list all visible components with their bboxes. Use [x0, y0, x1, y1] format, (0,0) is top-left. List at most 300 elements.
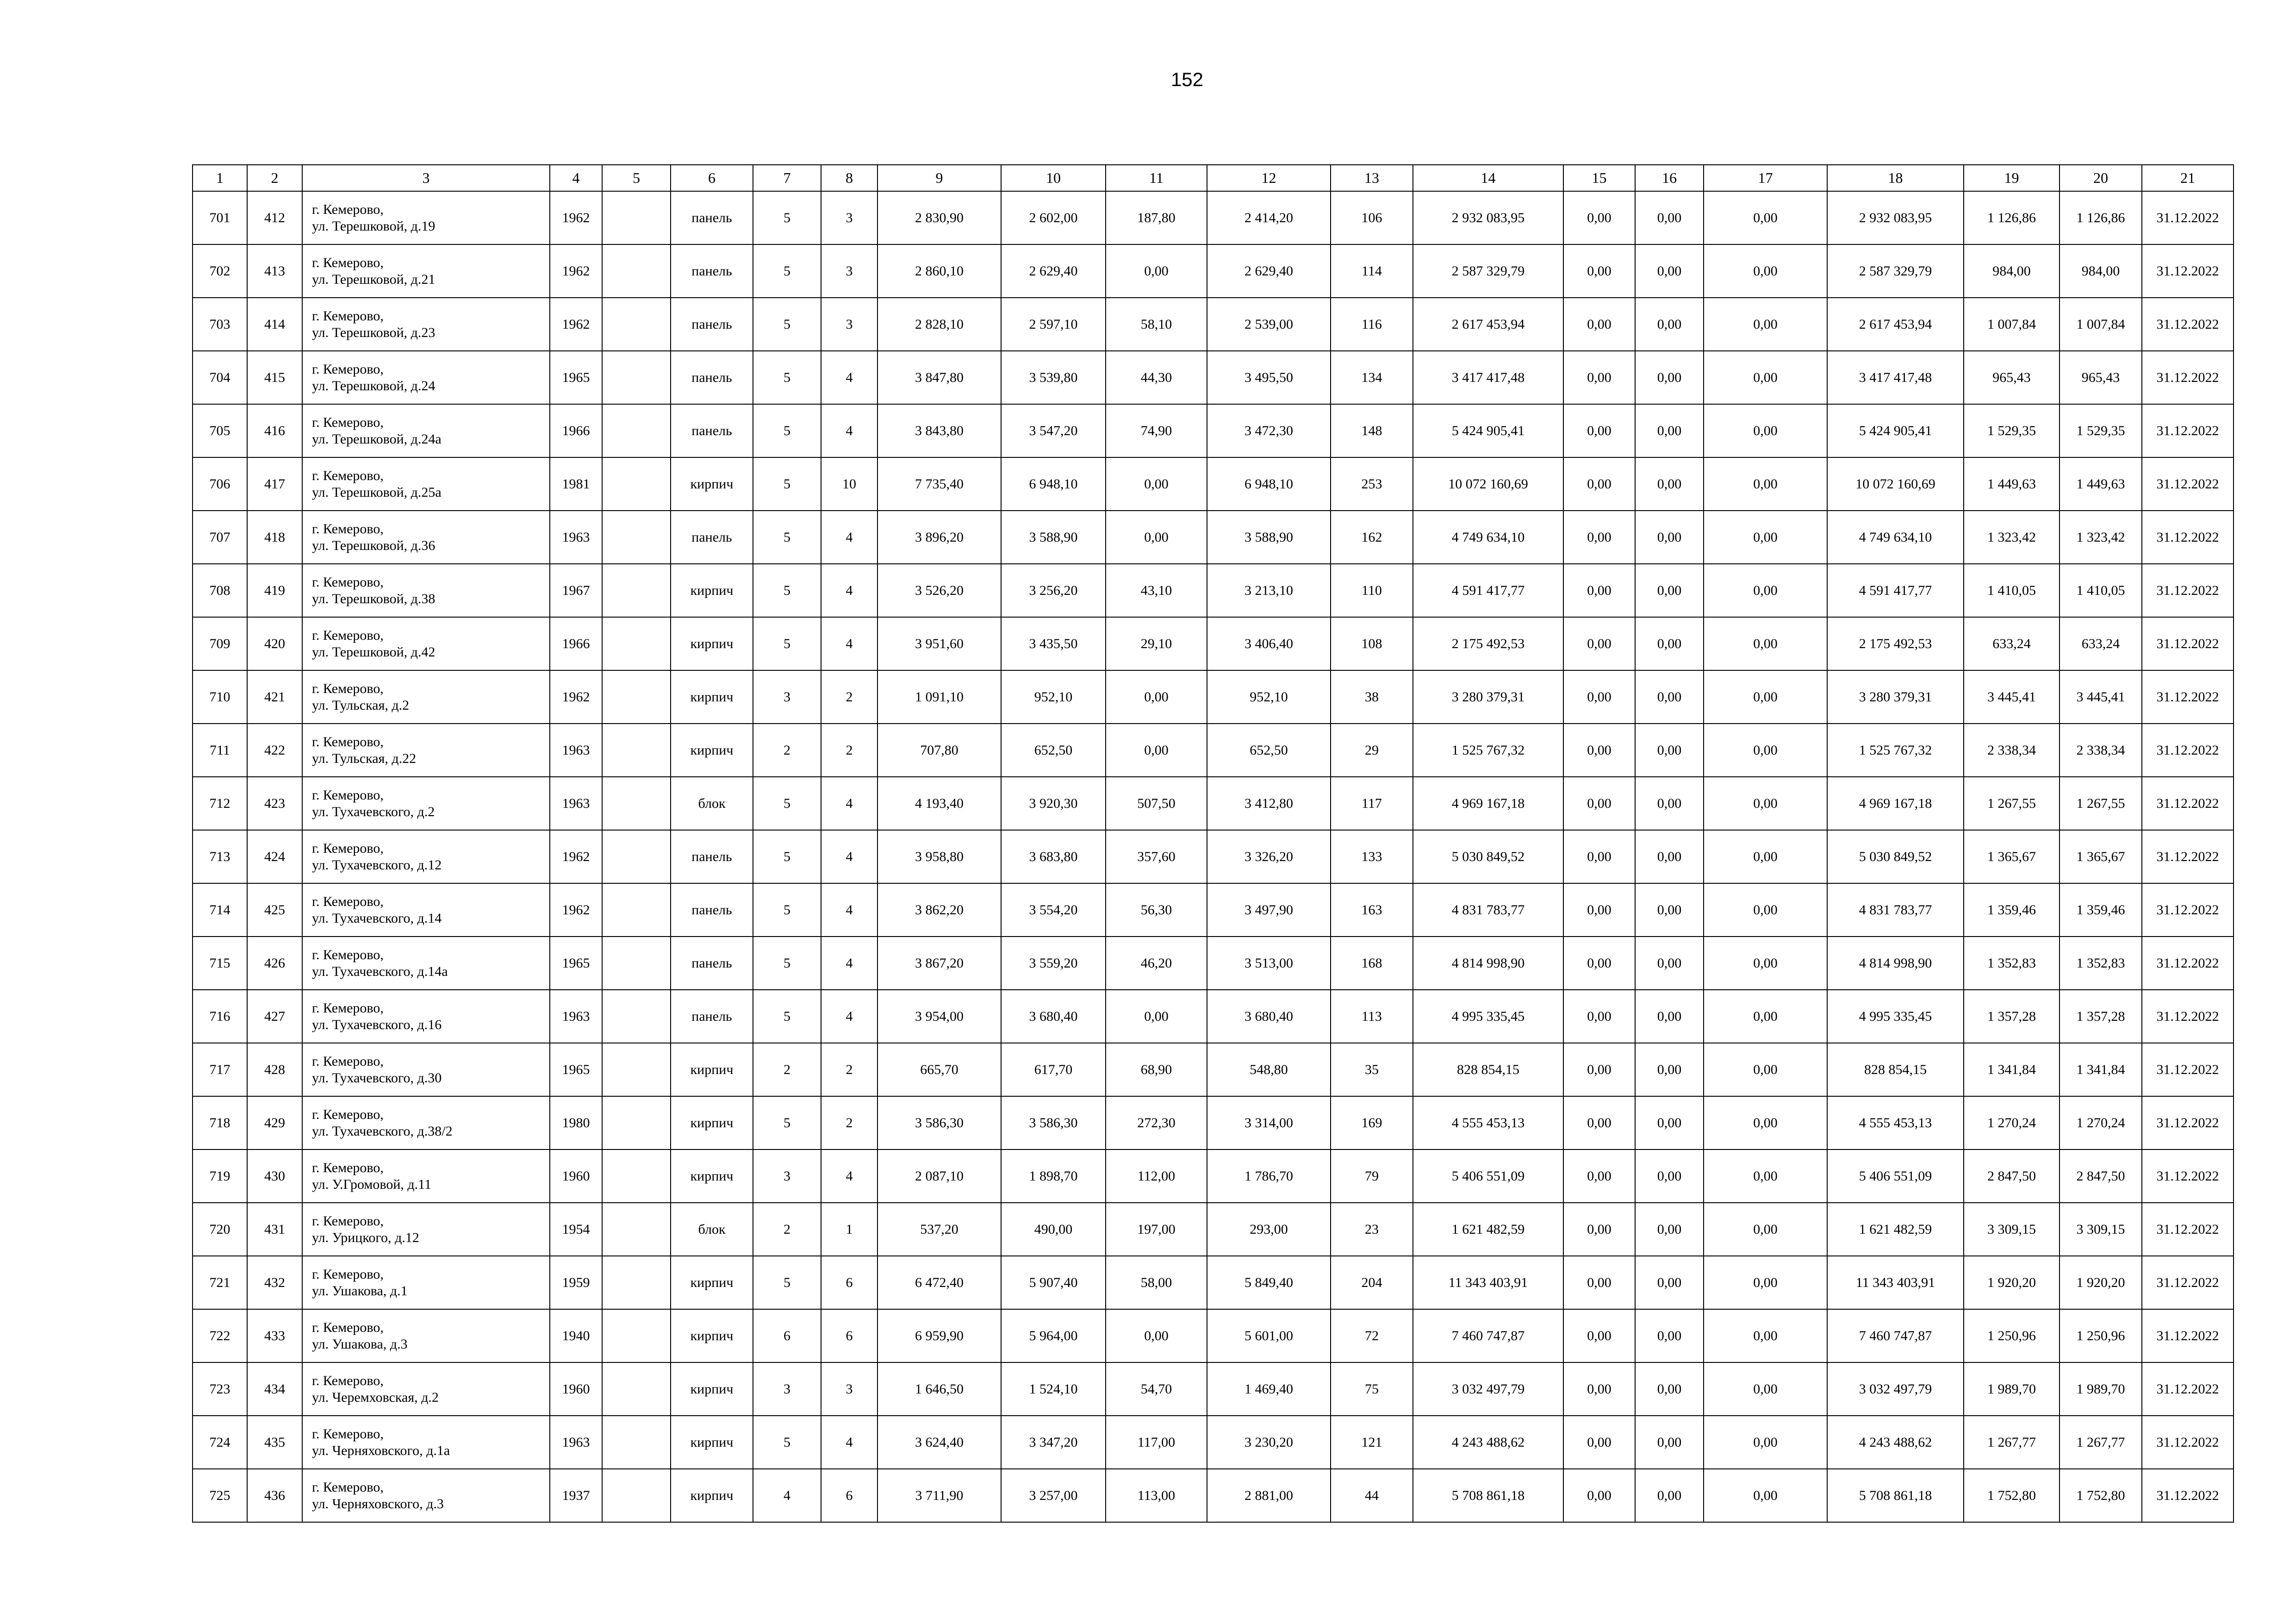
- cell-c5: [602, 724, 671, 777]
- cell-residents: 253: [1331, 457, 1413, 511]
- table-row: [193, 404, 2234, 457]
- cell-material: кирпич: [671, 1096, 753, 1149]
- cell-n: 724: [193, 1416, 247, 1469]
- cell-year: 1962: [550, 830, 602, 883]
- cell-c15: 0,00: [1563, 244, 1635, 298]
- table-row: [193, 1362, 2234, 1416]
- cell-residents: 121: [1331, 1416, 1413, 1469]
- cell-area-c: 197,00: [1106, 1203, 1207, 1256]
- cell-c17: 0,00: [1704, 777, 1827, 830]
- cell-area-c: 68,90: [1106, 1043, 1207, 1096]
- cell-date: 31.12.2022: [2142, 191, 2234, 244]
- cell-n: 722: [193, 1309, 247, 1362]
- cell-entrances: 6: [821, 1469, 877, 1522]
- cell-c19: 1 752,80: [1964, 1469, 2060, 1522]
- column-header-8: 8: [821, 165, 877, 191]
- cell-c20: 1 267,77: [2060, 1416, 2142, 1469]
- cell-cost: 4 831 783,77: [1413, 883, 1563, 937]
- cell-year: 1965: [550, 1043, 602, 1096]
- cell-area-b: 1 898,70: [1001, 1149, 1106, 1203]
- cell-area-b: 3 256,20: [1001, 564, 1106, 617]
- cell-c18: 7 460 747,87: [1827, 1309, 1964, 1362]
- cell-c17: 0,00: [1704, 244, 1827, 298]
- cell-c5: [602, 883, 671, 937]
- cell-c17: 0,00: [1704, 191, 1827, 244]
- cell-date: 31.12.2022: [2142, 1416, 2234, 1469]
- cell-area-d: 3 472,30: [1207, 404, 1331, 457]
- cell-date: 31.12.2022: [2142, 777, 2234, 830]
- cell-c16: 0,00: [1635, 244, 1704, 298]
- cell-area-c: 113,00: [1106, 1469, 1207, 1522]
- cell-c19: 1 126,86: [1964, 191, 2060, 244]
- cell-area-d: 1 469,40: [1207, 1362, 1331, 1416]
- cell-area-d: 3 497,90: [1207, 883, 1331, 937]
- column-header-18: 18: [1827, 165, 1964, 191]
- cell-c20: 1 752,80: [2060, 1469, 2142, 1522]
- cell-id: 430: [247, 1149, 302, 1203]
- column-header-11: 11: [1106, 165, 1207, 191]
- cell-area-b: 2 629,40: [1001, 244, 1106, 298]
- cell-c17: 0,00: [1704, 511, 1827, 564]
- cell-residents: 79: [1331, 1149, 1413, 1203]
- cell-floors: 2: [753, 1203, 821, 1256]
- cell-c20: 1 323,42: [2060, 511, 2142, 564]
- cell-entrances: 4: [821, 511, 877, 564]
- address-street: ул. Тульская, д.2: [312, 697, 410, 713]
- cell-c16: 0,00: [1635, 1362, 1704, 1416]
- cell-area-c: 117,00: [1106, 1416, 1207, 1469]
- cell-id: 434: [247, 1362, 302, 1416]
- cell-cost: 11 343 403,91: [1413, 1256, 1563, 1309]
- address-city: г. Кемерово,: [312, 308, 384, 324]
- cell-entrances: 4: [821, 1416, 877, 1469]
- cell-id: 418: [247, 511, 302, 564]
- cell-entrances: 10: [821, 457, 877, 511]
- address-city: г. Кемерово,: [312, 468, 384, 483]
- page-number: 152: [1170, 69, 1204, 90]
- cell-area-d: 3 326,20: [1207, 830, 1331, 883]
- cell-c17: 0,00: [1704, 1362, 1827, 1416]
- cell-residents: 114: [1331, 244, 1413, 298]
- cell-c18: 828 854,15: [1827, 1043, 1964, 1096]
- address-street: ул. Терешковой, д.19: [312, 218, 436, 234]
- address-cell: [302, 404, 550, 457]
- table-row: [193, 1416, 2234, 1469]
- cell-c15: 0,00: [1563, 404, 1635, 457]
- cell-date: 31.12.2022: [2142, 724, 2234, 777]
- cell-c19: 1 365,67: [1964, 830, 2060, 883]
- cell-material: кирпич: [671, 1149, 753, 1203]
- cell-date: 31.12.2022: [2142, 1043, 2234, 1096]
- cell-material: панель: [671, 937, 753, 990]
- column-header-7: 7: [753, 165, 821, 191]
- cell-entrances: 4: [821, 883, 877, 937]
- cell-year: 1963: [550, 1416, 602, 1469]
- cell-c5: [602, 1149, 671, 1203]
- cell-c20: 965,43: [2060, 351, 2142, 404]
- cell-c17: 0,00: [1704, 1203, 1827, 1256]
- cell-c20: 1 126,86: [2060, 191, 2142, 244]
- cell-area-b: 3 539,80: [1001, 351, 1106, 404]
- cell-floors: 5: [753, 351, 821, 404]
- cell-c17: 0,00: [1704, 724, 1827, 777]
- cell-c20: 1 359,46: [2060, 883, 2142, 937]
- cell-c19: 1 007,84: [1964, 298, 2060, 351]
- cell-floors: 3: [753, 670, 821, 724]
- address-cell: [302, 1149, 550, 1203]
- cell-id: 420: [247, 617, 302, 670]
- cell-c5: [602, 564, 671, 617]
- cell-c17: 0,00: [1704, 670, 1827, 724]
- address-street: ул. Тульская, д.22: [312, 750, 417, 766]
- cell-id: 433: [247, 1309, 302, 1362]
- cell-residents: 23: [1331, 1203, 1413, 1256]
- cell-n: 716: [193, 990, 247, 1043]
- address-city: г. Кемерово,: [312, 947, 384, 962]
- cell-c16: 0,00: [1635, 1149, 1704, 1203]
- cell-c18: 4 591 417,77: [1827, 564, 1964, 617]
- cell-c15: 0,00: [1563, 298, 1635, 351]
- cell-c15: 0,00: [1563, 724, 1635, 777]
- cell-area-c: 272,30: [1106, 1096, 1207, 1149]
- cell-n: 717: [193, 1043, 247, 1096]
- cell-n: 725: [193, 1469, 247, 1522]
- cell-c5: [602, 244, 671, 298]
- cell-total-area: 3 867,20: [877, 937, 1001, 990]
- cell-cost: 4 749 634,10: [1413, 511, 1563, 564]
- cell-c15: 0,00: [1563, 1416, 1635, 1469]
- address-cell: [302, 457, 550, 511]
- table-row: [193, 351, 2234, 404]
- cell-material: панель: [671, 298, 753, 351]
- cell-floors: 5: [753, 990, 821, 1043]
- cell-c5: [602, 1416, 671, 1469]
- cell-c18: 10 072 160,69: [1827, 457, 1964, 511]
- cell-c19: 1 270,24: [1964, 1096, 2060, 1149]
- table-body: [193, 191, 2234, 1522]
- table-row: [193, 724, 2234, 777]
- cell-date: 31.12.2022: [2142, 1469, 2234, 1522]
- cell-residents: 75: [1331, 1362, 1413, 1416]
- cell-date: 31.12.2022: [2142, 883, 2234, 937]
- cell-c19: 2 847,50: [1964, 1149, 2060, 1203]
- cell-n: 721: [193, 1256, 247, 1309]
- column-header-4: 4: [550, 165, 602, 191]
- cell-residents: 117: [1331, 777, 1413, 830]
- address-street: ул. Тухачевского, д.14а: [312, 963, 448, 979]
- cell-c15: 0,00: [1563, 511, 1635, 564]
- column-header-13: 13: [1331, 165, 1413, 191]
- address-cell: [302, 670, 550, 724]
- cell-c15: 0,00: [1563, 457, 1635, 511]
- cell-cost: 4 814 998,90: [1413, 937, 1563, 990]
- cell-area-c: 0,00: [1106, 990, 1207, 1043]
- cell-floors: 5: [753, 511, 821, 564]
- address-city: г. Кемерово,: [312, 361, 384, 377]
- cell-total-area: 2 087,10: [877, 1149, 1001, 1203]
- cell-entrances: 4: [821, 404, 877, 457]
- cell-n: 712: [193, 777, 247, 830]
- cell-c16: 0,00: [1635, 937, 1704, 990]
- cell-entrances: 4: [821, 1149, 877, 1203]
- column-header-14: 14: [1413, 165, 1563, 191]
- cell-residents: 169: [1331, 1096, 1413, 1149]
- cell-c5: [602, 1043, 671, 1096]
- cell-entrances: 3: [821, 1362, 877, 1416]
- cell-floors: 5: [753, 457, 821, 511]
- cell-c17: 0,00: [1704, 617, 1827, 670]
- cell-floors: 5: [753, 1096, 821, 1149]
- cell-year: 1963: [550, 990, 602, 1043]
- cell-area-d: 5 601,00: [1207, 1309, 1331, 1362]
- cell-c20: 1 410,05: [2060, 564, 2142, 617]
- cell-c15: 0,00: [1563, 564, 1635, 617]
- column-header-19: 19: [1964, 165, 2060, 191]
- cell-material: кирпич: [671, 1043, 753, 1096]
- cell-area-d: 2 539,00: [1207, 298, 1331, 351]
- cell-area-b: 3 588,90: [1001, 511, 1106, 564]
- cell-c18: 3 280 379,31: [1827, 670, 1964, 724]
- address-street: ул. Черемховская, д.2: [312, 1389, 439, 1405]
- cell-date: 31.12.2022: [2142, 511, 2234, 564]
- cell-c20: 3 445,41: [2060, 670, 2142, 724]
- cell-entrances: 4: [821, 617, 877, 670]
- cell-c19: 1 341,84: [1964, 1043, 2060, 1096]
- cell-c5: [602, 1309, 671, 1362]
- table-row: [193, 883, 2234, 937]
- cell-floors: 5: [753, 191, 821, 244]
- cell-area-b: 6 948,10: [1001, 457, 1106, 511]
- table-row: [193, 1149, 2234, 1203]
- cell-material: кирпич: [671, 564, 753, 617]
- address-city: г. Кемерово,: [312, 1479, 384, 1495]
- cell-c17: 0,00: [1704, 1469, 1827, 1522]
- cell-area-b: 3 435,50: [1001, 617, 1106, 670]
- address-street: ул. Тухачевского, д.16: [312, 1017, 442, 1032]
- address-street: ул. Терешковой, д.25а: [312, 484, 442, 500]
- cell-id: 426: [247, 937, 302, 990]
- address-city: г. Кемерово,: [312, 787, 384, 803]
- cell-area-d: 5 849,40: [1207, 1256, 1331, 1309]
- cell-total-area: 3 526,20: [877, 564, 1001, 617]
- cell-c20: 1 989,70: [2060, 1362, 2142, 1416]
- cell-c18: 2 175 492,53: [1827, 617, 1964, 670]
- cell-cost: 4 243 488,62: [1413, 1416, 1563, 1469]
- cell-area-c: 58,10: [1106, 298, 1207, 351]
- address-city: г. Кемерово,: [312, 1319, 384, 1335]
- address-city: г. Кемерово,: [312, 574, 384, 590]
- cell-cost: 4 995 335,45: [1413, 990, 1563, 1043]
- column-header-20: 20: [2060, 165, 2142, 191]
- cell-n: 719: [193, 1149, 247, 1203]
- cell-date: 31.12.2022: [2142, 1362, 2234, 1416]
- cell-c16: 0,00: [1635, 191, 1704, 244]
- cell-area-d: 652,50: [1207, 724, 1331, 777]
- address-cell: [302, 617, 550, 670]
- cell-cost: 4 555 453,13: [1413, 1096, 1563, 1149]
- column-header-12: 12: [1207, 165, 1331, 191]
- column-header-6: 6: [671, 165, 753, 191]
- cell-c17: 0,00: [1704, 1096, 1827, 1149]
- cell-material: кирпич: [671, 1309, 753, 1362]
- address-cell: [302, 1362, 550, 1416]
- cell-area-c: 74,90: [1106, 404, 1207, 457]
- cell-floors: 5: [753, 1256, 821, 1309]
- cell-c20: 1 341,84: [2060, 1043, 2142, 1096]
- cell-id: 413: [247, 244, 302, 298]
- cell-total-area: 537,20: [877, 1203, 1001, 1256]
- cell-residents: 110: [1331, 564, 1413, 617]
- cell-area-c: 0,00: [1106, 511, 1207, 564]
- cell-entrances: 1: [821, 1203, 877, 1256]
- address-city: г. Кемерово,: [312, 1000, 384, 1016]
- cell-n: 703: [193, 298, 247, 351]
- column-header-16: 16: [1635, 165, 1704, 191]
- cell-area-d: 2 881,00: [1207, 1469, 1331, 1522]
- cell-c19: 3 309,15: [1964, 1203, 2060, 1256]
- cell-area-b: 1 524,10: [1001, 1362, 1106, 1416]
- cell-c19: 1 410,05: [1964, 564, 2060, 617]
- cell-c19: 1 323,42: [1964, 511, 2060, 564]
- address-street: ул. Черняховского, д.1а: [312, 1443, 450, 1458]
- cell-year: 1962: [550, 670, 602, 724]
- cell-id: 415: [247, 351, 302, 404]
- table-row: [193, 244, 2234, 298]
- cell-c5: [602, 457, 671, 511]
- cell-c18: 4 969 167,18: [1827, 777, 1964, 830]
- cell-total-area: 3 624,40: [877, 1416, 1001, 1469]
- address-city: г. Кемерово,: [312, 1160, 384, 1175]
- cell-c16: 0,00: [1635, 670, 1704, 724]
- cell-c16: 0,00: [1635, 777, 1704, 830]
- cell-c15: 0,00: [1563, 617, 1635, 670]
- cell-c18: 3 417 417,48: [1827, 351, 1964, 404]
- cell-cost: 1 525 767,32: [1413, 724, 1563, 777]
- cell-id: 435: [247, 1416, 302, 1469]
- cell-area-d: 3 406,40: [1207, 617, 1331, 670]
- cell-c19: 965,43: [1964, 351, 2060, 404]
- cell-area-b: 2 602,00: [1001, 191, 1106, 244]
- cell-material: кирпич: [671, 1362, 753, 1416]
- cell-floors: 5: [753, 1416, 821, 1469]
- cell-entrances: 4: [821, 937, 877, 990]
- cell-floors: 3: [753, 1149, 821, 1203]
- address-city: г. Кемерово,: [312, 681, 384, 696]
- cell-c16: 0,00: [1635, 1096, 1704, 1149]
- cell-residents: 113: [1331, 990, 1413, 1043]
- cell-c16: 0,00: [1635, 1256, 1704, 1309]
- cell-area-d: 3 230,20: [1207, 1416, 1331, 1469]
- cell-total-area: 3 951,60: [877, 617, 1001, 670]
- cell-c18: 5 708 861,18: [1827, 1469, 1964, 1522]
- cell-cost: 2 617 453,94: [1413, 298, 1563, 351]
- cell-n: 709: [193, 617, 247, 670]
- address-cell: [302, 1096, 550, 1149]
- cell-c5: [602, 1203, 671, 1256]
- cell-c20: 633,24: [2060, 617, 2142, 670]
- cell-area-c: 58,00: [1106, 1256, 1207, 1309]
- cell-c17: 0,00: [1704, 1149, 1827, 1203]
- cell-area-b: 2 597,10: [1001, 298, 1106, 351]
- cell-area-b: 5 964,00: [1001, 1309, 1106, 1362]
- address-street: ул. Терешковой, д.38: [312, 591, 436, 606]
- cell-n: 706: [193, 457, 247, 511]
- cell-cost: 4 591 417,77: [1413, 564, 1563, 617]
- cell-c15: 0,00: [1563, 1309, 1635, 1362]
- cell-entrances: 2: [821, 724, 877, 777]
- column-header-17: 17: [1704, 165, 1827, 191]
- cell-area-b: 3 683,80: [1001, 830, 1106, 883]
- cell-material: кирпич: [671, 1416, 753, 1469]
- address-city: г. Кемерово,: [312, 734, 384, 750]
- cell-floors: 5: [753, 937, 821, 990]
- cell-floors: 2: [753, 1043, 821, 1096]
- cell-cost: 3 032 497,79: [1413, 1362, 1563, 1416]
- cell-material: панель: [671, 990, 753, 1043]
- cell-residents: 35: [1331, 1043, 1413, 1096]
- cell-area-c: 0,00: [1106, 724, 1207, 777]
- cell-c18: 5 030 849,52: [1827, 830, 1964, 883]
- cell-material: кирпич: [671, 617, 753, 670]
- column-header-2: 2: [247, 165, 302, 191]
- cell-c19: 1 449,63: [1964, 457, 2060, 511]
- table-row: [193, 1043, 2234, 1096]
- address-cell: [302, 777, 550, 830]
- cell-c15: 0,00: [1563, 1043, 1635, 1096]
- cell-n: 707: [193, 511, 247, 564]
- cell-c15: 0,00: [1563, 191, 1635, 244]
- cell-material: кирпич: [671, 670, 753, 724]
- cell-id: 432: [247, 1256, 302, 1309]
- address-city: г. Кемерово,: [312, 414, 384, 430]
- cell-entrances: 4: [821, 777, 877, 830]
- cell-c18: 2 932 083,95: [1827, 191, 1964, 244]
- cell-entrances: 2: [821, 670, 877, 724]
- cell-area-c: 0,00: [1106, 670, 1207, 724]
- column-header-15: 15: [1563, 165, 1635, 191]
- cell-date: 31.12.2022: [2142, 1256, 2234, 1309]
- cell-area-c: 54,70: [1106, 1362, 1207, 1416]
- cell-residents: 106: [1331, 191, 1413, 244]
- cell-area-b: 652,50: [1001, 724, 1106, 777]
- cell-c5: [602, 351, 671, 404]
- table-row: [193, 1256, 2234, 1309]
- cell-area-d: 6 948,10: [1207, 457, 1331, 511]
- column-header-9: 9: [877, 165, 1001, 191]
- cell-floors: 6: [753, 1309, 821, 1362]
- cell-cost: 828 854,15: [1413, 1043, 1563, 1096]
- cell-c18: 4 243 488,62: [1827, 1416, 1964, 1469]
- address-street: ул. Тухачевского, д.30: [312, 1070, 442, 1086]
- cell-area-c: 507,50: [1106, 777, 1207, 830]
- cell-floors: 5: [753, 564, 821, 617]
- cell-area-b: 3 920,30: [1001, 777, 1106, 830]
- cell-id: 425: [247, 883, 302, 937]
- cell-year: 1967: [550, 564, 602, 617]
- cell-n: 701: [193, 191, 247, 244]
- address-city: г. Кемерово,: [312, 1266, 384, 1282]
- cell-c17: 0,00: [1704, 1309, 1827, 1362]
- cell-c5: [602, 1096, 671, 1149]
- cell-c5: [602, 1256, 671, 1309]
- cell-c16: 0,00: [1635, 1203, 1704, 1256]
- cell-residents: 29: [1331, 724, 1413, 777]
- cell-total-area: 1 646,50: [877, 1362, 1001, 1416]
- cell-c18: 5 424 905,41: [1827, 404, 1964, 457]
- cell-material: кирпич: [671, 724, 753, 777]
- cell-c5: [602, 830, 671, 883]
- cell-date: 31.12.2022: [2142, 457, 2234, 511]
